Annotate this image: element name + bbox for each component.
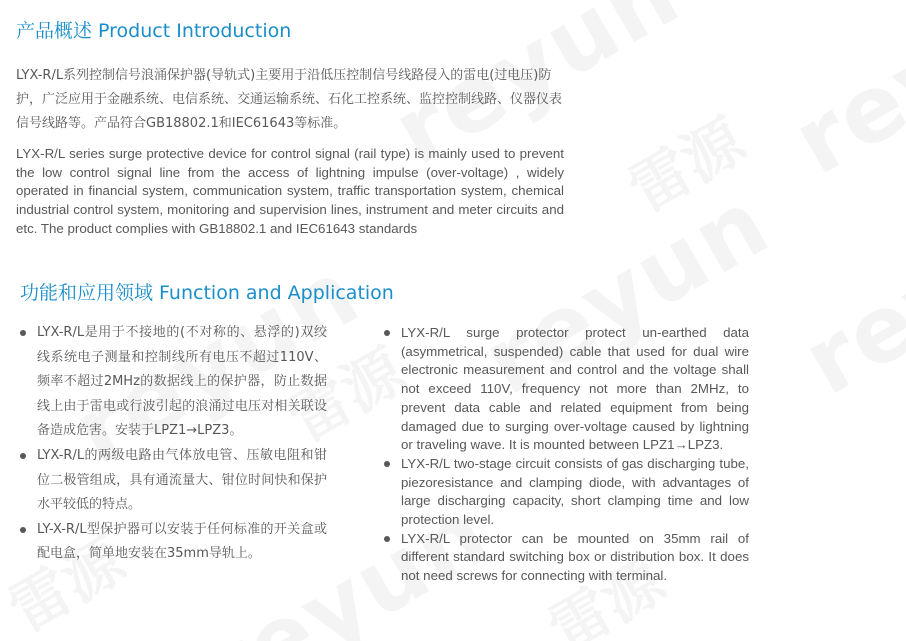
function-application-title: 功能和应用领域 Function and Application — [20, 282, 394, 304]
watermark-brand-logo-cjk — [620, 110, 754, 222]
watermark-brand-logo — [790, 176, 906, 410]
list-item: LYX-R/L是用于不接地的(不对称的、悬浮的)双绞线系统电子测量和控制线所有电压不超过110V、频率不超过2MHz的数据线上的保护器，防止数据线上由于雷电或行波引起的浪涌过电压对相关联设备造成危害。安装于LPZ1→LPZ3。 — [16, 321, 327, 444]
function-english-list — [380, 324, 749, 586]
list-item: LYX-R/L two-stage circuit consists of gas discharging tube, piezoresistance and clamping diode, with advantages of large discharging capacity, short clamping time and low protection level. — [380, 455, 749, 530]
list-item: LY-X-R/L型保护器可以安装于任何标准的开关盒或配电盒，简单地安装在35mm导轨上。 — [16, 518, 327, 567]
watermark-brand-logo — [780, 0, 906, 190]
function-chinese-list — [16, 321, 327, 567]
product-introduction-title: 产品概述 Product Introduction — [16, 20, 292, 42]
list-item: LYX-R/L的两级电路由气体放电管、压敏电阻和钳位二极管组成，具有通流量大、钳位时间快和保护水平较低的特点。 — [16, 444, 327, 518]
list-item: LYX-R/L protector can be mounted on 35mm rail of different standard switching box or distribution box. It does not need screws for connecting with terminal. — [380, 530, 749, 586]
intro-english-paragraph: LYX-R/L series surge protective device for control signal (rail type) is mainly used to prevent the low control signal line from the access of lightning impulse (over-voltage) , widely operated in financial system, communication system, traffic transportation system, chemical industrial control system, monitoring and supervision lines, instrument and meter circuits and etc. The product complies with GB18802.1 and IEC61643 standards — [16, 146, 564, 236]
intro-chinese-paragraph: LYX-R/L系列控制信号浪涌保护器(导轨式)主要用于沿低压控制信号线路侵入的雷电(过电压)防护，广泛应用于金融系统、电信系统、交通运输系统、石化工控系统、监控控制线路、仪器仪表信号线路等。产品符合GB18802.1和IEC61643等标准。 — [16, 68, 563, 131]
list-item: LYX-R/L surge protector protect un-earthed data (asymmetrical, suspended) cable that used for dual wire electronic measurement and control and the voltage shall not exceed 110V, frequency not more than 2MHz, to prevent data cable and related equipment from being damaged due to surging over-voltage caused by lightning or traveling wave. It is mounted between LPZ1→LPZ3. — [380, 324, 749, 455]
